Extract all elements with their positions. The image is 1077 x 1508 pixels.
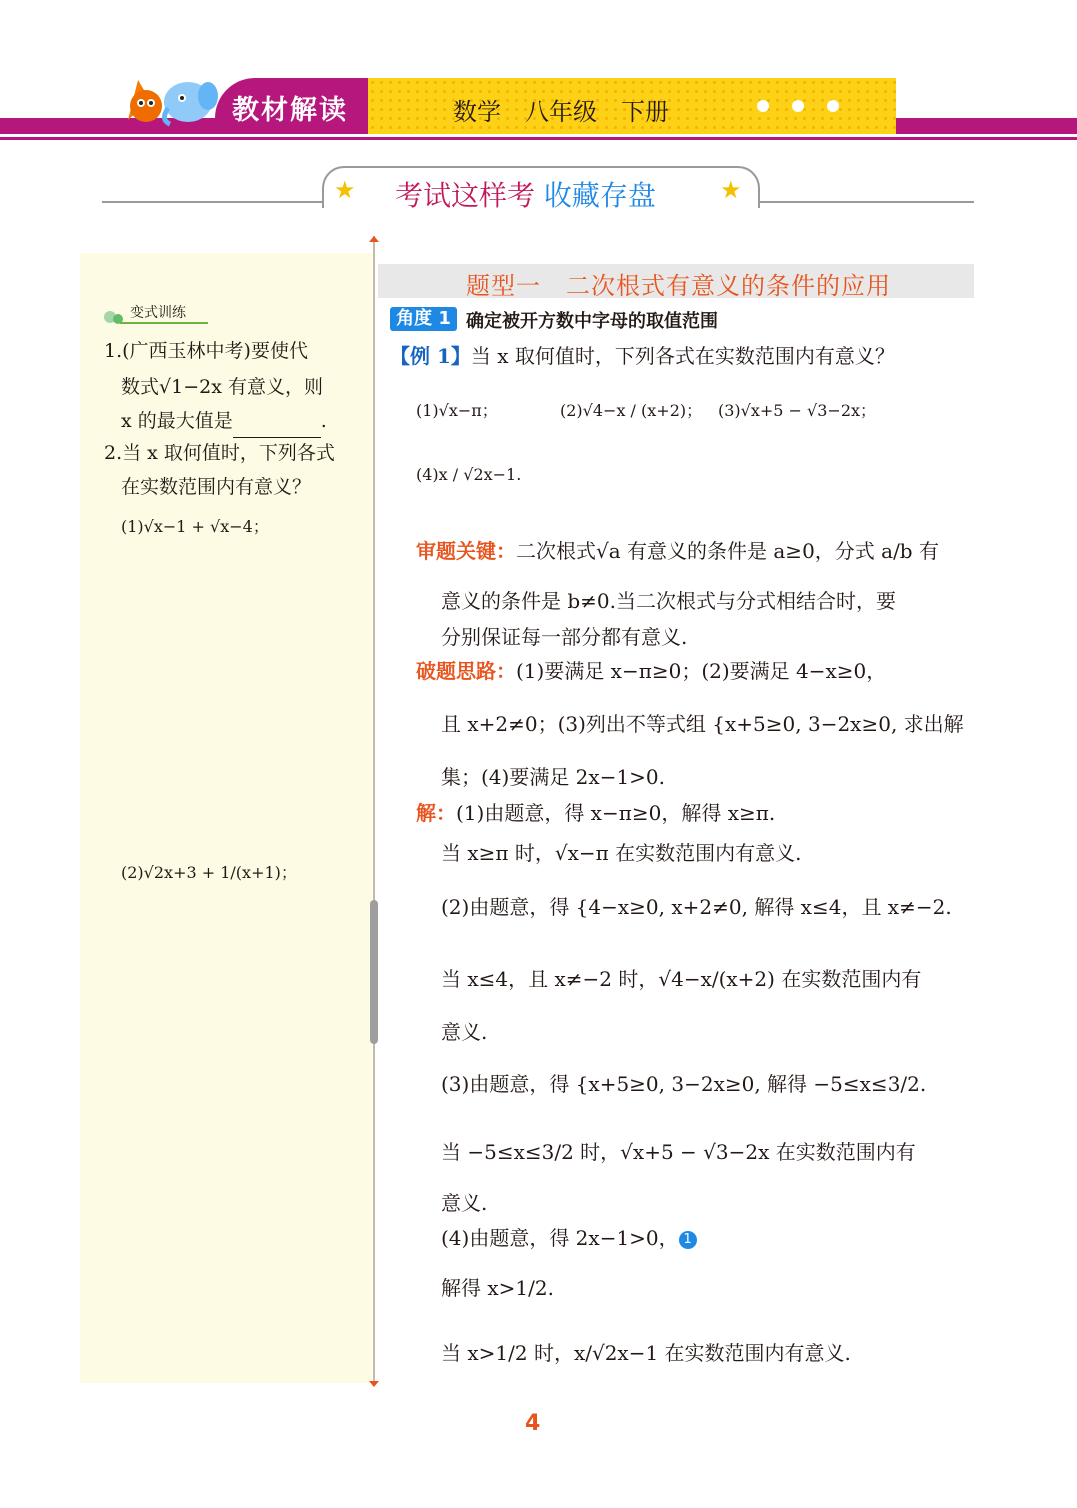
star-icon: ★ — [334, 176, 356, 204]
header-left-title: 教材解读 — [232, 95, 348, 126]
banner-title — [395, 174, 656, 214]
sidebar-q1-line3 — [121, 405, 327, 438]
solution-line-3: (2)由题意，得 {4−x≥0, x+2≠0, 解得 x≤4，且 x≠−2. — [441, 895, 952, 919]
approach-line-2: 且 x+2≠0；(3)列出不等式组 {x+5≥0, 3−2x≥0, 求出解 — [441, 712, 964, 736]
header-dot-icon — [827, 100, 839, 112]
sidebar-q1-line2: 数式√1−2x 有意义，则 — [121, 376, 323, 398]
solution-line-5: 意义. — [441, 1020, 488, 1044]
example-item-4: (4)x / √2x−1. — [416, 465, 522, 484]
scroll-up-icon — [369, 236, 379, 242]
star-icon: ★ — [720, 176, 742, 204]
approach-label: 破题思路： — [416, 659, 516, 683]
example-question-text: 当 x 取何值时，下列各式在实数范围内有意义？ — [470, 344, 895, 368]
scroll-down-icon — [369, 1381, 379, 1387]
training-label: 变式训练 — [130, 305, 186, 321]
banner-title-part1: 考试这样考 — [395, 179, 536, 212]
solution-line-6: (3)由题意，得 {x+5≥0, 3−2x≥0, 解得 −5≤x≤3/2. — [441, 1072, 927, 1096]
solution-line-1 — [416, 797, 775, 826]
solution-label: 解： — [416, 801, 456, 825]
key-text: 二次根式√a 有意义的条件是 a≥0，分式 a/b 有 — [516, 539, 939, 563]
header-subject: 数学 八年级 下册 — [453, 98, 669, 126]
scrollbar-thumb[interactable] — [370, 900, 378, 1044]
solution-line-10: 解得 x>1/2. — [441, 1276, 554, 1300]
example-question — [390, 340, 895, 369]
key-line-1 — [416, 535, 939, 564]
approach-line-1 — [416, 655, 886, 684]
solution-text: (1)由题意，得 x−π≥0，解得 x≥π. — [456, 801, 776, 825]
header-rule — [0, 137, 1077, 140]
sidebar-q1-text: x 的最大值是 — [121, 410, 233, 432]
training-underline — [120, 322, 208, 324]
solution-line-2: 当 x≥π 时，√x−π 在实数范围内有意义. — [441, 841, 802, 865]
solution-line-11: 当 x>1/2 时，x/√2x−1 在实数范围内有意义. — [441, 1341, 851, 1365]
banner-title-part2: 收藏存盘 — [543, 179, 656, 212]
header-dot-icon — [792, 100, 804, 112]
note-number-icon: 1 — [679, 1231, 697, 1249]
solution-line-9 — [441, 1222, 697, 1251]
solution-text-9: (4)由题意，得 2x−1>0， — [441, 1226, 679, 1250]
solution-line-4: 当 x≤4，且 x≠−2 时，√4−x/(x+2) 在实数范围内有 — [441, 967, 922, 991]
solution-line-7: 当 −5≤x≤3/2 时，√x+5 − √3−2x 在实数范围内有 — [441, 1140, 916, 1164]
key-line-3: 分别保证每一部分都有意义. — [441, 625, 688, 649]
column-divider — [373, 236, 375, 1384]
angle-title: 确定被开方数中字母的取值范围 — [466, 311, 718, 332]
answer-blank[interactable] — [233, 419, 321, 438]
example-tag: 【例 1】 — [390, 344, 471, 368]
mascot-logo-icon — [120, 72, 220, 127]
sidebar-q2-item2: (2)√2x+3 + 1/(x+1)； — [121, 863, 297, 882]
example-item-2: (2)√4−x / (x+2)； — [560, 401, 703, 420]
header-dot-icon — [757, 100, 769, 112]
topic-title: 题型一 二次根式有意义的条件的应用 — [466, 272, 891, 300]
sidebar-q1-period: . — [320, 410, 327, 432]
sidebar-q2-line1: 2.当 x 取何值时，下列各式 — [104, 442, 335, 464]
solution-line-8: 意义. — [441, 1191, 488, 1215]
sidebar-q2-line2: 在实数范围内有意义？ — [121, 476, 312, 498]
page-number: 4 — [525, 1411, 541, 1436]
approach-text: (1)要满足 x−π≥0；(2)要满足 4−x≥0， — [516, 659, 887, 683]
key-label: 审题关键： — [416, 539, 516, 563]
sidebar-q2-item1: (1)√x−1 + √x−4； — [121, 517, 269, 536]
angle-badge: 角度 1 — [390, 307, 457, 331]
approach-line-3: 集；(4)要满足 2x−1>0. — [441, 765, 666, 789]
key-line-2: 意义的条件是 b≠0.当二次根式与分式相结合时，要 — [441, 589, 896, 613]
example-item-1: (1)√x−π； — [416, 401, 498, 420]
sidebar-q1-line1: 1.(广西玉林中考)要使代 — [104, 340, 308, 362]
example-item-3: (3)√x+5 − √3−2x； — [718, 401, 877, 420]
